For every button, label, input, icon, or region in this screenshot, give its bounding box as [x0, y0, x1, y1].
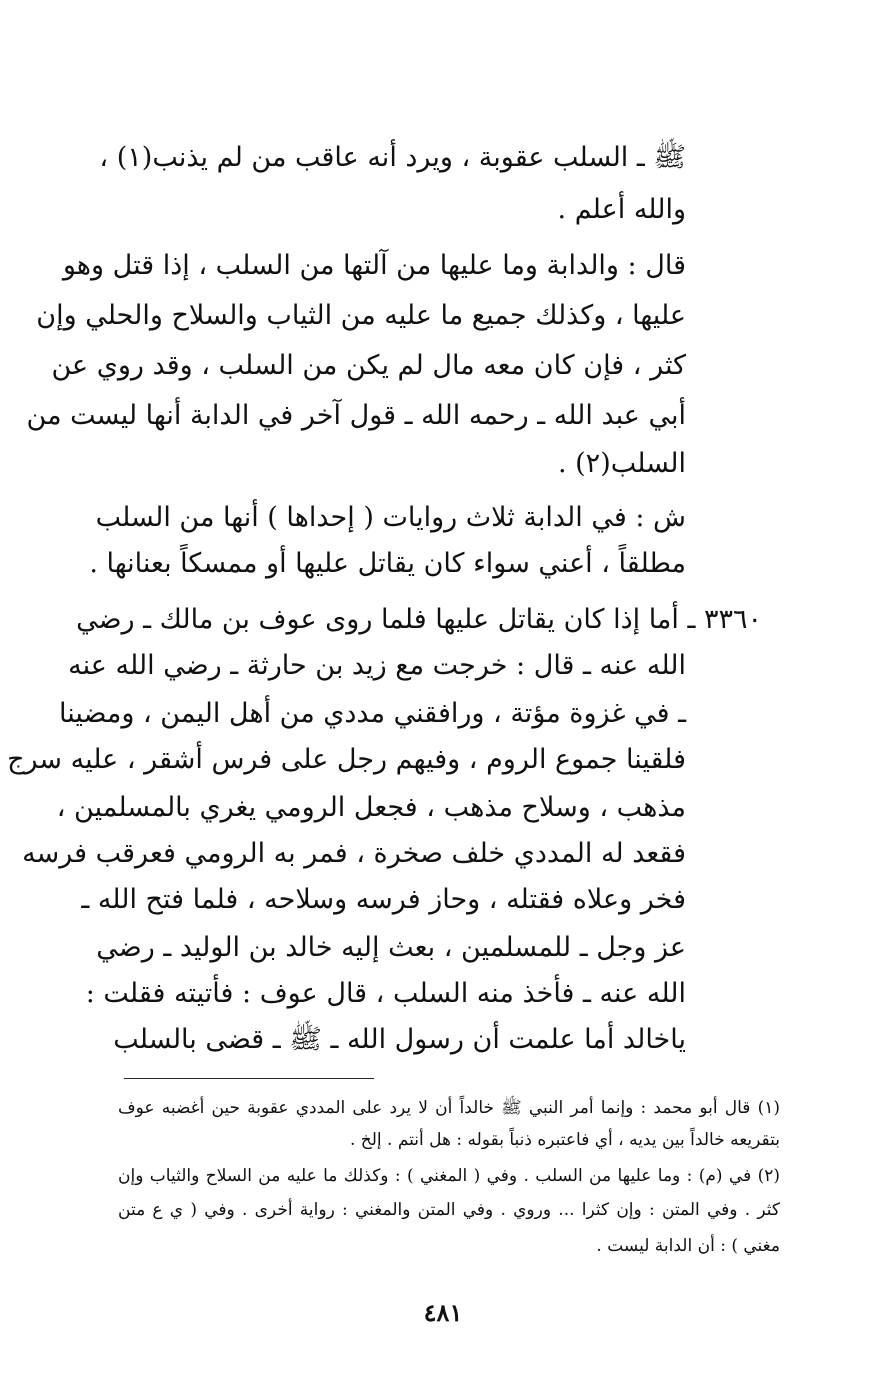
text-line: فقعد له المددي خلف صخرة ، فمر به الرومي فعرقب فرسه — [22, 838, 686, 869]
text-line: السلب(٢) . — [557, 448, 686, 479]
text-line: كثر ، فإن كان معه مال لم يكن من السلب ، وقد روي عن — [51, 350, 686, 381]
text-line: والله أعلم . — [557, 194, 686, 225]
text-line: فلقينا جموع الروم ، وفيهم رجل على فرس أشقر ، عليه سرج — [7, 744, 686, 775]
text-line: ﷺ ـ السلب عقوبة ، ويرد أنه عاقب من لم يذنب(١) ، — [99, 142, 686, 173]
text-line: ـ في غزوة مؤتة ، ورافقني مددي من أهل اليمن ، ومضينا — [58, 698, 686, 729]
footnote-line: مغني ) : أن الدابة ليست . — [596, 1236, 780, 1256]
text-line: ش : في الدابة ثلاث روايات ( إحداها ) أنها من السلب — [95, 502, 686, 533]
footnote-line: كثر . وفي المتن : وإن كثرا ... وروي . وفي المتن والمغني : رواية أخرى . وفي ( ي ع متن — [118, 1200, 780, 1220]
footnote-line: (٢) في (م) : وما عليها من السلب . وفي ( المغني ) : وكذلك ما عليه من السلاح والثياب وإن — [118, 1166, 780, 1186]
text-line: مطلقاً ، أعني سواء كان يقاتل عليها أو ممسكاً بعنانها . — [89, 548, 686, 579]
text-line: ياخالد أما علمت أن رسول الله ـ ﷺ ـ قضى بالسلب — [113, 1024, 686, 1055]
text-line: أبي عبد الله ـ رحمه الله ـ قول آخر في الدابة أنها ليست من — [26, 400, 686, 431]
text-line: قال : والدابة وما عليها من آلتها من السلب ، إذا قتل وهو — [62, 250, 686, 281]
numbered-paragraph-start: ٣٣٦٠ ـ أما إذا كان يقاتل عليها فلما روى عوف بن مالك ـ رضي — [76, 604, 762, 635]
footnote-separator — [124, 1078, 374, 1079]
text-line: الله عنه ـ فأخذ منه السلب ، قال عوف : فأتيته فقلت : — [85, 978, 686, 1009]
text-line: فخر وعلاه فقتله ، وحاز فرسه وسلاحه ، فلما فتح الله ـ — [81, 884, 686, 915]
footnote-line: (١) قال أبو محمد : وإنما أمر النبي ﷺ خالداً أن لا يرد على المددي عقوبة حين أغضبه عوف — [118, 1098, 780, 1118]
text-line: الله عنه ـ قال : خرجت مع زيد بن حارثة ـ رضي الله عنه — [68, 650, 686, 681]
text-line: مذهب ، وسلاح مذهب ، فجعل الرومي يغري بالمسلمين ، — [56, 792, 686, 823]
page-number: ٤٨١ — [423, 1298, 463, 1327]
footnote-line: بتقريعه خالداً بين يديه ، أي فاعتبره ذنباً بقوله : هل أنتم . إلخ . — [349, 1130, 780, 1150]
text-line: عليها ، وكذلك جميع ما عليه من الثياب والسلاح والحلي وإن — [36, 300, 686, 331]
text-line: عز وجل ـ للمسلمين ، بعث إليه خالد بن الوليد ـ رضي — [96, 932, 686, 963]
